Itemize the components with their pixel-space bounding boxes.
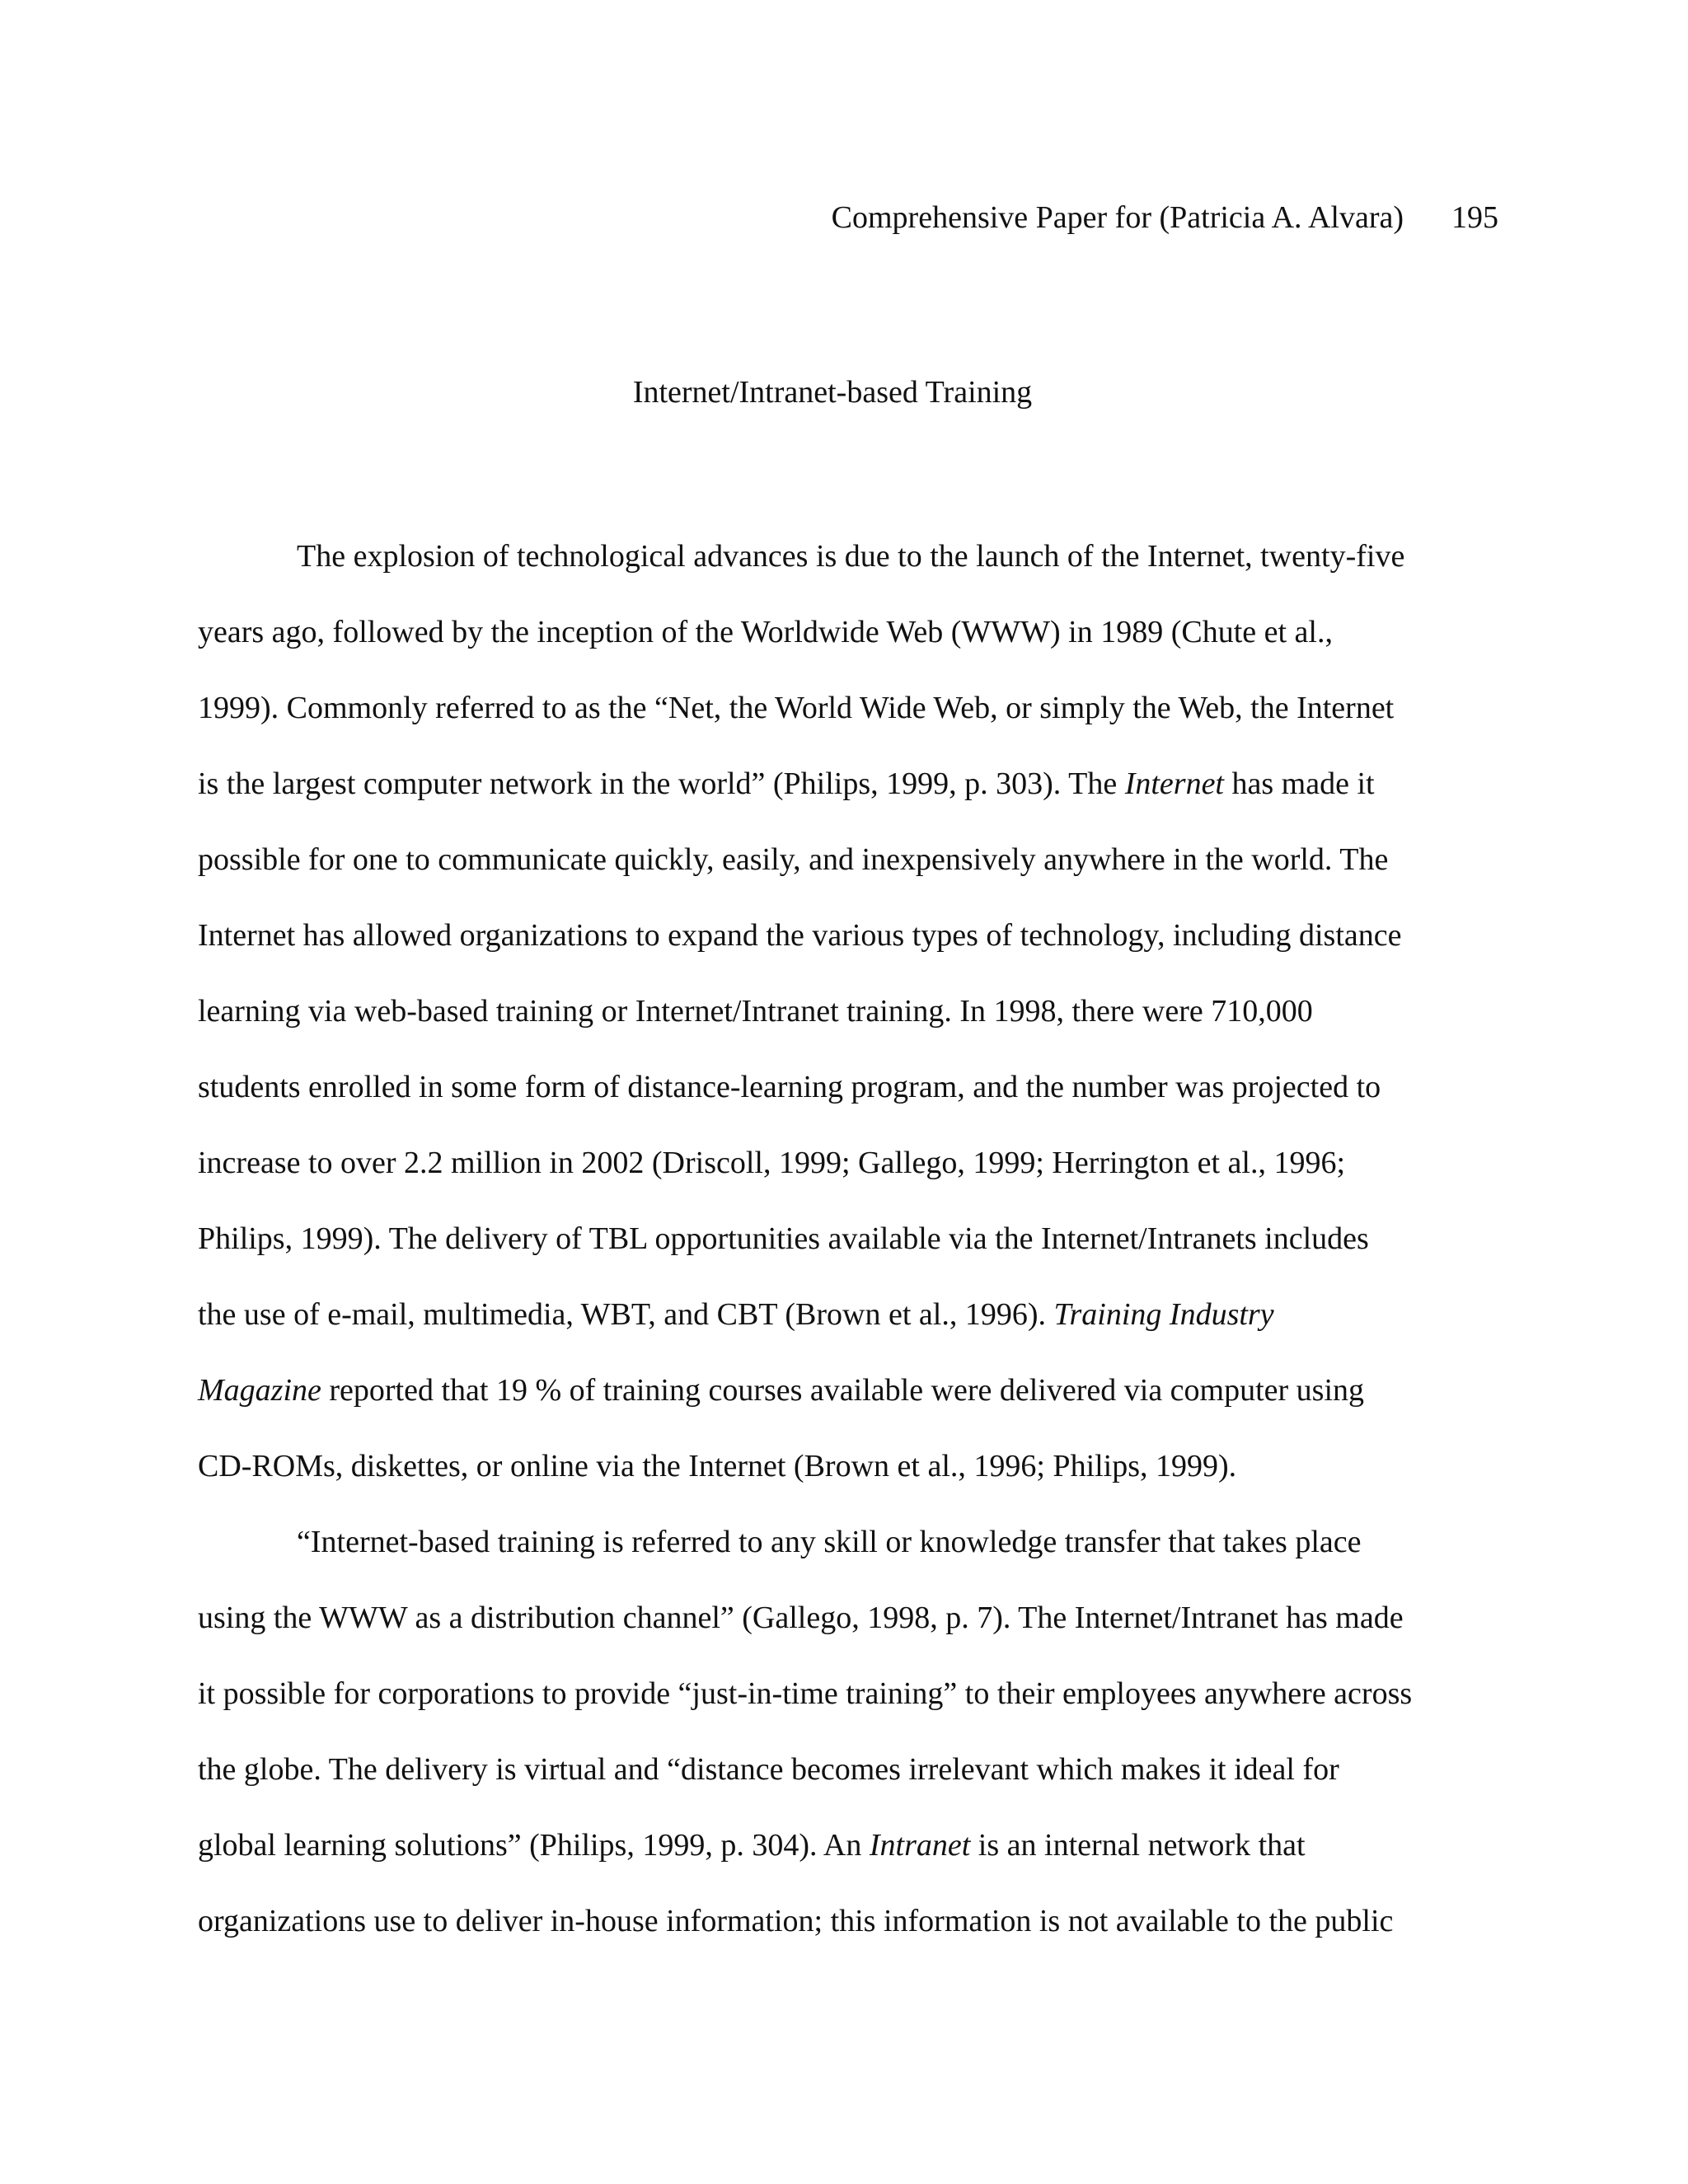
paragraph-1-line-9: increase to over 2.2 million in 2002 (Driscoll, 1999; Gallego, 1999; Herrington et al., 1996; — [198, 1146, 1346, 1180]
page-number: 195 — [1451, 200, 1498, 235]
running-head — [832, 198, 1498, 237]
paragraph-2-line-6: organizations use to deliver in-house information; this information is not available to the public — [198, 1904, 1394, 1938]
paragraph-1-line-2: years ago, followed by the inception of the Worldwide Web (WWW) in 1989 (Chute et al., — [198, 615, 1333, 649]
paragraph-1-line-3: 1999). Commonly referred to as the “Net, the World Wide Web, or simply the Web, the Internet — [198, 691, 1395, 725]
paragraph-1-line-4: is the largest computer network in the world” (Philips, 1999, p. 303). The Internet has made it — [198, 766, 1375, 801]
paragraph-1-line-13: CD-ROMs, diskettes, or online via the Internet (Brown et al., 1996; Philips, 1999). — [198, 1449, 1237, 1483]
paragraph-1-line-7: learning via web-based training or Internet/Intranet training. In 1998, there were 710,000 — [198, 994, 1313, 1029]
paragraph-1-line-8: students enrolled in some form of distance-learning program, and the number was projected to — [198, 1070, 1381, 1104]
paragraph-2-line-2: using the WWW as a distribution channel” (Gallego, 1998, p. 7). The Internet/Intranet has made — [198, 1601, 1404, 1635]
paragraph-1-line-1: The explosion of technological advances is due to the launch of the Internet, twenty-five — [297, 539, 1405, 574]
paragraph-2-line-3: it possible for corporations to provide “just-in-time training” to their employees anywhere across — [198, 1676, 1413, 1711]
italic-term-internet: Internet — [1124, 766, 1224, 801]
italic-term-intranet: Intranet — [869, 1828, 971, 1863]
paragraph-1-line-11: the use of e-mail, multimedia, WBT, and CBT (Brown et al., 1996). Training Industry — [198, 1297, 1274, 1332]
paragraph-2-line-1: “Internet-based training is referred to any skill or knowledge transfer that takes place — [297, 1525, 1362, 1559]
paragraph-2-line-5: global learning solutions” (Philips, 1999, p. 304). An Intranet is an internal network that — [198, 1828, 1306, 1863]
paragraph-1-line-10: Philips, 1999). The delivery of TBL opportunities available via the Internet/Intranets includes — [198, 1221, 1369, 1256]
paragraph-2-line-4: the globe. The delivery is virtual and “distance becomes irrelevant which makes it ideal for — [198, 1752, 1339, 1787]
italic-publication-title: Magazine — [198, 1373, 321, 1408]
paragraph-1-line-5: possible for one to communicate quickly, easily, and inexpensively anywhere in the world. The — [198, 842, 1389, 877]
body-text — [198, 518, 1493, 1959]
section-heading: Internet/Intranet-based Training — [632, 375, 1033, 410]
paragraph-1-line-6: Internet has allowed organizations to expand the various types of technology, including distance — [198, 918, 1402, 953]
italic-publication-title: Training Industry — [1053, 1297, 1274, 1332]
running-head-title: Comprehensive Paper for (Patricia A. Alvara) — [831, 200, 1404, 235]
paragraph-1-line-12: Magazine reported that 19 % of training courses available were delivered via computer using — [198, 1373, 1365, 1408]
